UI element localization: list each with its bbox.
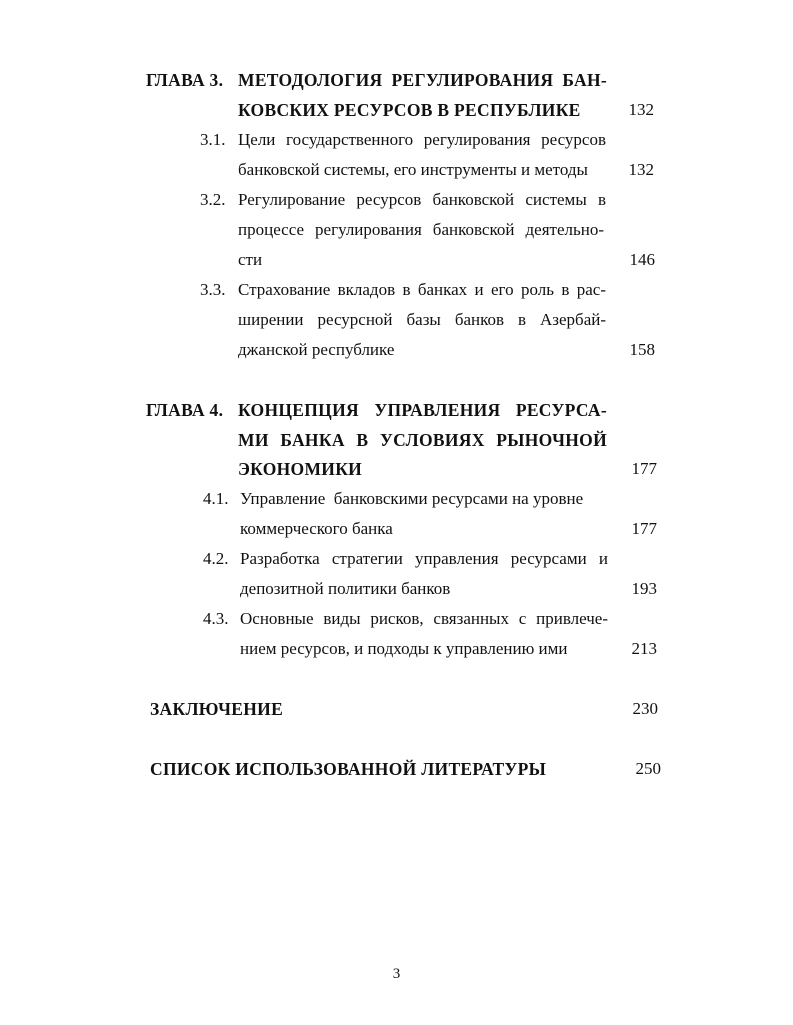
section-4-3-line1: Основные виды рисков, связанных с привлече- [240, 609, 608, 628]
section-4-2-line1: Разработка стратегии управления ресурсами и [240, 549, 608, 568]
section-3-3-number: 3.3. [200, 280, 226, 299]
chapter3-title-line2: КОВСКИХ РЕСУРСОВ В РЕСПУБЛИКЕ [238, 100, 581, 120]
section-3-3-page: 158 [629, 340, 655, 359]
section-4-1-line2: коммерческого банка [240, 519, 393, 538]
section-3-2-line1: Регулирование ресурсов банковской системы в [238, 190, 606, 209]
chapter3-label: ГЛАВА 3. [146, 70, 224, 90]
section-3-2-line2: процессе регулирования банковской деятельно- [238, 220, 604, 239]
chapter4-page: 177 [631, 459, 657, 478]
section-3-1-number: 3.1. [200, 130, 226, 149]
chapter4-title-line2: МИ БАНКА В УСЛОВИЯХ РЫНОЧНОЙ [238, 430, 607, 450]
section-3-3-line1: Страхование вкладов в банках и его роль в рас- [238, 280, 606, 299]
conclusion-label: ЗАКЛЮЧЕНИЕ [150, 699, 284, 719]
section-3-2-line3: сти [238, 250, 263, 269]
section-3-2-page: 146 [629, 250, 655, 269]
references-page: 250 [635, 759, 661, 778]
chapter4-title-line3: ЭКОНОМИКИ [238, 459, 363, 479]
section-4-2-page: 193 [631, 579, 657, 598]
section-4-2-number: 4.2. [203, 549, 229, 568]
chapter3-title-line1: МЕТОДОЛОГИЯ РЕГУЛИРОВАНИЯ БАН- [238, 70, 607, 90]
section-4-3-number: 4.3. [203, 609, 229, 628]
page-number: 3 [392, 966, 401, 982]
section-4-3-page: 213 [631, 639, 657, 658]
section-4-3-line2: нием ресурсов, и подходы к управлению ими [240, 639, 568, 658]
conclusion-page: 230 [632, 699, 658, 718]
chapter3-page: 132 [628, 100, 654, 119]
section-4-1-page: 177 [631, 519, 657, 538]
section-3-1-page: 132 [628, 160, 654, 179]
section-4-2-line2: депозитной политики банков [240, 579, 451, 598]
references-label: СПИСОК ИСПОЛЬЗОВАННОЙ ЛИТЕРАТУРЫ [150, 759, 547, 779]
section-4-1-line1: Управление банковскими ресурсами на уровне [240, 489, 584, 508]
section-3-3-line3: джанской республике [238, 340, 395, 359]
section-3-1-line2: банковской системы, его инструменты и методы [238, 160, 588, 179]
section-4-1-number: 4.1. [203, 489, 229, 508]
section-3-2-number: 3.2. [200, 190, 226, 209]
chapter4-title-line1: КОНЦЕПЦИЯ УПРАВЛЕНИЯ РЕСУРСА- [238, 400, 607, 420]
section-3-3-line2: ширении ресурсной базы банков в Азербай- [238, 310, 606, 329]
chapter4-label: ГЛАВА 4. [146, 400, 224, 420]
section-3-1-line1: Цели государственного регулирования ресурсов [238, 130, 606, 149]
